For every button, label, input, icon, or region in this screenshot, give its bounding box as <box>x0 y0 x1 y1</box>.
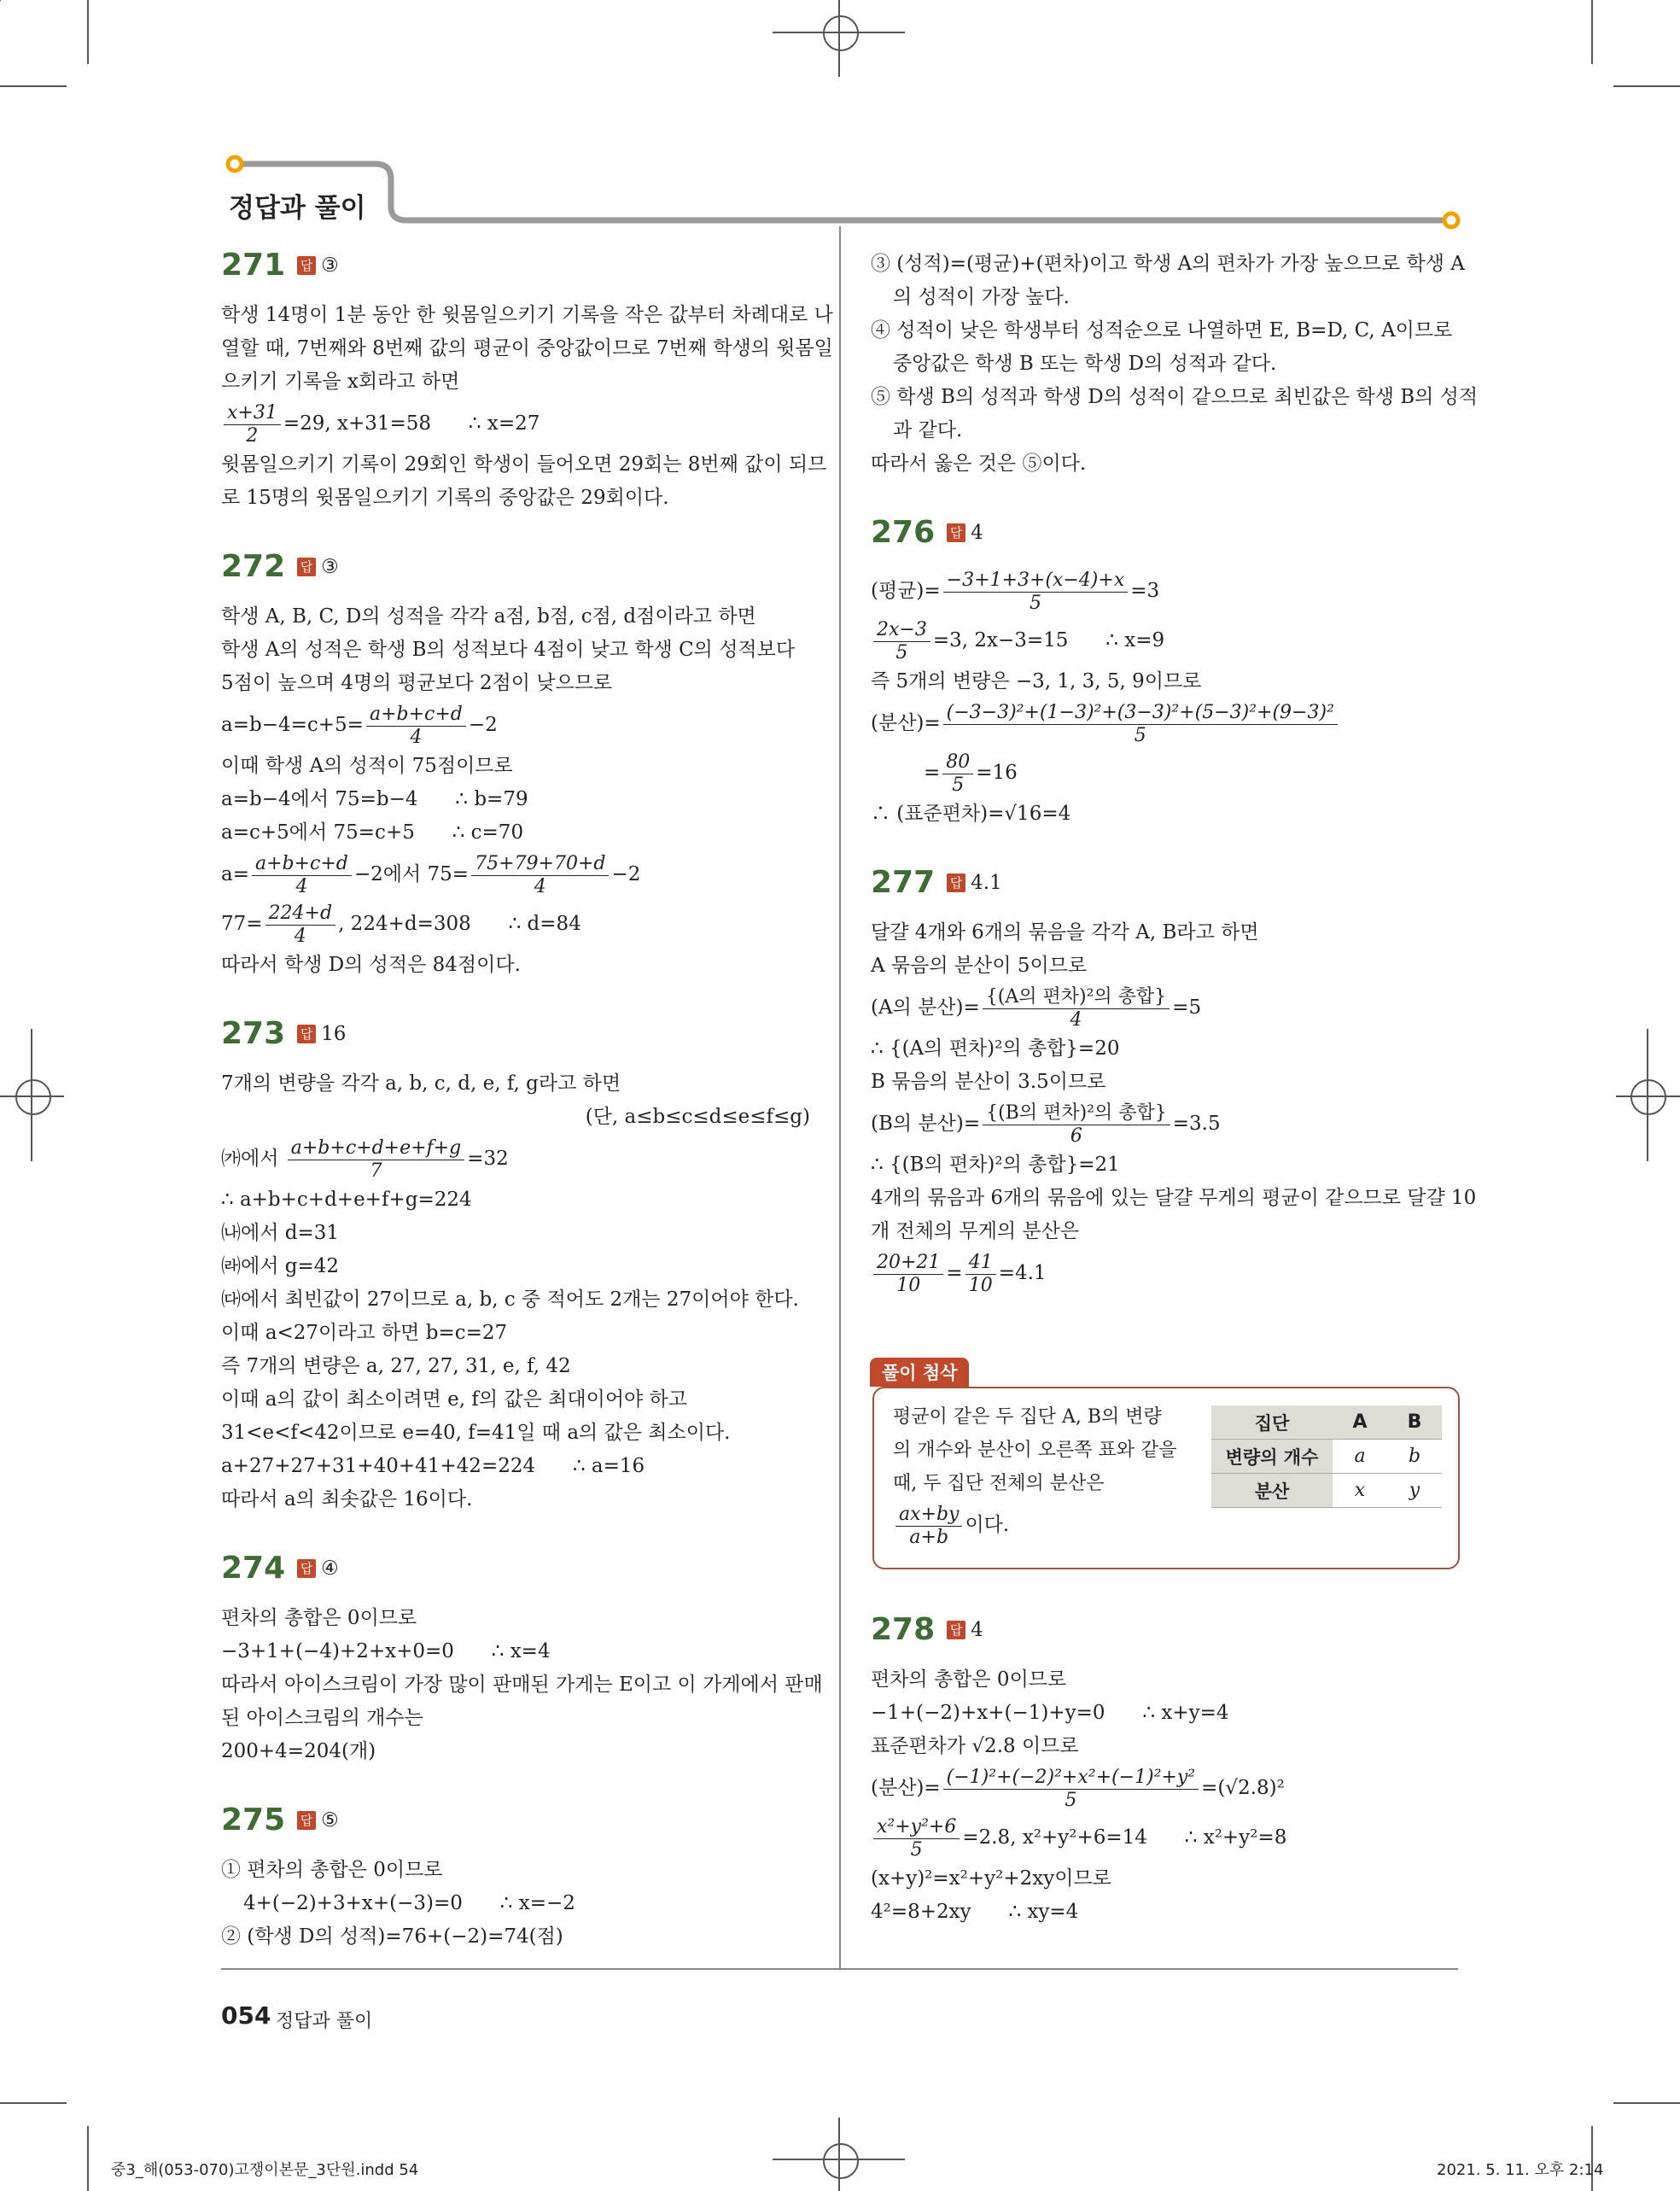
equation-text: (분산)= <box>871 1777 941 1799</box>
solution-line: 즉 7개의 변량은 a, 27, 27, 31, e, f, 42 <box>221 1355 571 1377</box>
solution-line: 의 성적이 가장 높다. <box>893 286 1070 308</box>
solution-line: a=b−4에서 75=b−4 ∴ b=79 <box>221 788 528 810</box>
answer-badge: 답 <box>297 558 316 576</box>
problem-header <box>221 1016 810 1067</box>
problem-271 <box>221 248 833 515</box>
fraction-numerator: 2x−3 <box>873 619 930 642</box>
fraction-denominator: a+b <box>909 1526 949 1548</box>
fraction-denominator: 5 <box>1029 592 1041 614</box>
table-header-cell: B <box>1387 1405 1442 1440</box>
solution-line: 7개의 변량을 각각 a, b, c, d, e, f, g라고 하면 <box>221 1072 621 1095</box>
fraction-numerator: a+b+c+d <box>366 704 466 727</box>
fraction-numerator: x²+y²+6 <box>873 1816 960 1839</box>
problem-header <box>221 1802 810 1854</box>
registration-mark <box>15 1079 51 1115</box>
fraction-denominator: 5 <box>895 641 908 663</box>
problem-number: 275 <box>221 1802 286 1838</box>
fraction <box>265 903 336 948</box>
equation-text: , 224+d=308 ∴ d=84 <box>338 913 581 935</box>
equation-text: −2 <box>468 714 498 736</box>
problem-number: 277 <box>871 865 936 900</box>
solution-line: A 묶음의 분산이 5이므로 <box>871 955 1088 977</box>
solution-line: 이때 학생 A의 성적이 75점이므로 <box>221 755 513 777</box>
solution-line: 편차의 총합은 0이므로 <box>221 1607 417 1629</box>
table-row <box>1211 1474 1442 1508</box>
tip-line: 평균이 같은 두 집단 A, B의 변량 <box>893 1406 1162 1428</box>
solution-line: 따라서 학생 D의 성적은 84점이다. <box>221 954 521 976</box>
fraction <box>943 702 1338 747</box>
equation-line <box>871 1099 1468 1148</box>
answer-value: ③ <box>321 254 339 277</box>
print-slug-file: 중3_해(053-070)고쟁이본문_3단원.indd 54 <box>111 2161 419 2179</box>
footer-rule <box>221 1968 1458 1970</box>
fraction <box>895 1504 962 1549</box>
solution-line: 학생 14명이 1분 동안 한 윗몸일으키기 기록을 작은 값부터 차례대로 나 <box>221 304 833 326</box>
fraction-denominator: 5 <box>1065 1789 1077 1811</box>
solution-line: 따라서 a의 최솟값은 16이다. <box>221 1488 473 1510</box>
answer-value: ⑤ <box>321 1809 339 1832</box>
equation-line <box>871 698 1468 748</box>
solution-line: 4+(−2)+3+x+(−3)=0 ∴ x=−2 <box>243 1892 575 1914</box>
solution-line: ① 편차의 총합은 0이므로 <box>221 1859 443 1881</box>
header-dot-left <box>228 157 242 171</box>
solution-line: 윗몸일으키기 기록이 29회인 학생이 들어오면 29회는 8번째 값이 되므 <box>221 453 827 476</box>
fraction <box>983 1102 1170 1148</box>
problem-number: 271 <box>221 248 286 283</box>
answer-badge: 답 <box>297 1025 316 1043</box>
answer-value: 4 <box>971 522 983 544</box>
equation-text: a=b−4=c+5= <box>221 714 364 736</box>
problem-number: 273 <box>221 1016 286 1051</box>
table-cell: a <box>1333 1440 1387 1474</box>
problem-275-continued <box>871 248 1479 481</box>
solution-line: 학생 A의 성적은 학생 B의 성적보다 4점이 낮고 학생 C의 성적보다 <box>221 639 796 661</box>
fraction-denominator: 5 <box>952 774 965 796</box>
solution-line: B 묶음의 분산이 3.5이므로 <box>871 1071 1106 1093</box>
table-row-label: 분산 <box>1211 1474 1333 1508</box>
problem-header <box>221 549 810 600</box>
problem-275 <box>221 1802 810 1954</box>
solution-line: ㈐에서 최빈값이 27이므로 a, b, c 중 적어도 2개는 27이어야 한다. <box>221 1288 799 1311</box>
equation-text: =3, 2x−3=15 ∴ x=9 <box>932 629 1165 651</box>
fraction-numerator: 80 <box>942 751 973 774</box>
crop-mark <box>87 2126 89 2191</box>
problem-number: 272 <box>221 549 286 584</box>
fraction-numerator: a+b+c+d <box>252 853 352 876</box>
solution-line: ∴ {(B의 편차)²의 총합}=21 <box>871 1154 1120 1176</box>
solution-line: 으키기 기록을 x회라고 하면 <box>221 371 460 393</box>
fraction-denominator: 2 <box>246 424 259 447</box>
problem-header <box>871 865 1468 916</box>
equation-text: (A의 분산)= <box>871 996 980 1019</box>
crop-mark <box>1613 2102 1680 2104</box>
problem-277 <box>871 865 1477 1298</box>
registration-mark <box>838 2118 840 2191</box>
equation-line <box>871 1813 1468 1862</box>
equation-line <box>871 566 1468 616</box>
equation-line <box>221 399 810 448</box>
equation-text: = <box>924 762 941 784</box>
tip-table <box>1211 1405 1442 1508</box>
equation-text: (평균)= <box>871 580 941 602</box>
fraction-numerator: a+b+c+d+e+f+g <box>288 1137 464 1160</box>
table-header-cell: A <box>1333 1405 1387 1440</box>
solution-line: 따라서 옳은 것은 ⑤이다. <box>871 453 1087 475</box>
equation-line <box>221 850 810 899</box>
fraction-denominator: 4 <box>294 925 306 947</box>
equation-text: −2 <box>611 863 641 885</box>
equation-text: =(√2.8)² <box>1201 1777 1285 1799</box>
print-slug-date: 2021. 5. 11. 오후 2:14 <box>1437 2161 1604 2179</box>
fraction-denominator: 7 <box>370 1160 382 1182</box>
fraction <box>942 751 973 797</box>
answer-value: 4 <box>971 1619 983 1641</box>
solution-line: 열할 때, 7번째와 8번째 값의 평균이 중앙값이므로 7번째 학생의 윗몸일 <box>221 337 833 359</box>
answer-value: ③ <box>321 556 339 578</box>
solution-line: ⑤ 학생 B의 성적과 학생 D의 성적이 같으므로 최빈값은 학생 B의 성적 <box>871 386 1479 408</box>
tip-label: 풀이 첨삭 <box>870 1358 969 1387</box>
answer-badge: 답 <box>947 873 965 892</box>
table-cell: b <box>1387 1440 1442 1474</box>
equation-line <box>871 748 1468 798</box>
problem-274 <box>221 1551 823 1768</box>
solution-line: 달걀 4개와 6개의 묶음을 각각 A, B라고 하면 <box>871 921 1259 944</box>
fraction-denominator: 4 <box>1070 1008 1082 1031</box>
solution-line: −1+(−2)+x+(−1)+y=0 ∴ x+y=4 <box>871 1702 1229 1724</box>
solution-line: ④ 성적이 낮은 학생부터 성적순으로 나열하면 E, B=D, C, A이므로 <box>871 319 1453 342</box>
fraction-numerator: ax+by <box>895 1504 962 1527</box>
equation-text: (B의 분산)= <box>871 1113 981 1135</box>
equation-text: =16 <box>976 762 1018 784</box>
equation-text: a= <box>221 863 249 885</box>
equation-line <box>871 1248 1468 1298</box>
solution-line: (단, a≤b≤c≤d≤e≤f≤g) <box>585 1106 810 1128</box>
column-divider <box>839 226 841 1968</box>
problem-278 <box>871 1612 1468 1929</box>
solution-line: 중앙값은 학생 B 또는 학생 D의 성적과 같다. <box>893 353 1277 375</box>
table-header-cell: 집단 <box>1211 1405 1333 1440</box>
solution-line: 로 15명의 윗몸일으키기 기록의 중앙값은 29회이다. <box>221 487 669 509</box>
registration-mark <box>1630 1079 1666 1115</box>
right-column <box>871 248 1479 1332</box>
header-dot-right <box>1444 213 1458 227</box>
tip-text <box>893 1400 1200 1550</box>
solution-line: 4개의 묶음과 6개의 묶음에 있는 달걀 무게의 평균이 같으므로 달걀 10 <box>871 1187 1477 1209</box>
answer-badge: 답 <box>297 256 316 275</box>
tip-box <box>872 1387 1460 1569</box>
equation-text: =5 <box>1172 996 1202 1019</box>
fraction-denominator: 4 <box>534 875 546 897</box>
solution-line: 5점이 높으며 4명의 평균보다 2점이 낮으므로 <box>221 672 613 694</box>
answer-badge: 답 <box>947 523 965 542</box>
tip-line: 때, 두 집단 전체의 분산은 <box>893 1473 1105 1494</box>
page-title: 정답과 풀이 <box>229 193 366 224</box>
registration-mark <box>823 2143 859 2179</box>
fraction-numerator: {(A의 편차)²의 총합} <box>983 986 1170 1009</box>
answer-value: 4.1 <box>971 872 1002 894</box>
solution-line: a=c+5에서 75=c+5 ∴ c=70 <box>221 821 524 844</box>
equation-line <box>871 1763 1468 1813</box>
equation-line <box>221 700 810 750</box>
fraction-numerator: x+31 <box>224 402 281 425</box>
solution-line: 이때 a<27이라고 하면 b=c=27 <box>221 1322 508 1344</box>
fraction <box>943 570 1129 615</box>
fraction <box>471 853 609 898</box>
equation-line <box>871 616 1468 665</box>
fraction-numerator: {(B의 편차)²의 총합} <box>983 1102 1170 1125</box>
equation-text: =29, x+31=58 ∴ x=27 <box>283 412 540 435</box>
fraction-denominator: 5 <box>910 1838 923 1861</box>
answer-badge: 답 <box>297 1559 316 1578</box>
problem-272 <box>221 549 810 982</box>
fraction-numerator: (−1)²+(−2)²+x²+(−1)²+y² <box>943 1767 1199 1790</box>
problem-273 <box>221 1016 810 1516</box>
fraction-denominator: 10 <box>896 1274 921 1296</box>
answer-value: 16 <box>321 1023 347 1045</box>
header-rule-line <box>235 164 1451 220</box>
problem-header <box>221 248 810 299</box>
equation-text: =2.8, x²+y²+6=14 ∴ x²+y²=8 <box>962 1826 1287 1849</box>
equation-text: =3.5 <box>1172 1113 1221 1135</box>
fraction <box>983 986 1170 1031</box>
fraction <box>288 1137 464 1183</box>
equation-text: 이다. <box>965 1514 1010 1536</box>
answer-badge: 답 <box>947 1621 965 1639</box>
problem-number: 278 <box>871 1612 936 1647</box>
equation-line <box>221 899 810 949</box>
answer-value: ④ <box>321 1557 339 1580</box>
equation-text: ㈎에서 <box>221 1148 285 1170</box>
fraction-denominator: 10 <box>968 1274 993 1296</box>
crop-mark <box>0 2102 67 2104</box>
fraction <box>873 619 930 664</box>
equation-text: =3 <box>1130 580 1160 602</box>
fraction <box>252 853 352 898</box>
answer-badge: 답 <box>297 1811 316 1830</box>
fraction-denominator: 4 <box>410 726 423 748</box>
solution-line: ② (학생 D의 성적)=76+(−2)=74(점) <box>221 1925 563 1948</box>
left-column <box>221 248 833 1988</box>
solution-line: 즉 5개의 변량은 −3, 1, 3, 5, 9이므로 <box>871 670 1202 692</box>
equation-text: =4.1 <box>998 1262 1047 1284</box>
fraction-numerator: (−3−3)²+(1−3)²+(3−3)²+(5−3)²+(9−3)² <box>943 702 1338 725</box>
solution-line: 표준편차가 √2.8 이므로 <box>871 1735 1079 1757</box>
fraction <box>224 402 281 447</box>
table-cell: y <box>1387 1474 1442 1508</box>
fraction <box>873 1816 960 1861</box>
problem-276 <box>871 515 1468 831</box>
equation-text: = <box>946 1262 963 1284</box>
equation-text: −2에서 75= <box>353 863 470 885</box>
problem-header <box>871 515 1468 566</box>
fraction-denominator: 5 <box>1134 724 1146 746</box>
fraction-denominator: 4 <box>295 875 308 897</box>
problem-number: 276 <box>871 515 936 550</box>
solution-line: 학생 A, B, C, D의 성적을 각각 a점, b점, c점, d점이라고 하면 <box>221 605 756 628</box>
solution-line: a+27+27+31+40+41+42=224 ∴ a=16 <box>221 1455 645 1477</box>
solution-line: 따라서 아이스크림이 가장 많이 판매된 가게는 E이고 이 가게에서 판매 <box>221 1674 823 1696</box>
fraction <box>366 704 466 749</box>
fraction-numerator: 224+d <box>265 903 336 926</box>
solution-line: 4²=8+2xy ∴ xy=4 <box>871 1901 1079 1923</box>
page-number: 054 <box>221 2001 271 2030</box>
fraction <box>965 1252 996 1297</box>
solution-line: ③ (성적)=(평균)+(편차)이고 학생 A의 편차가 가장 높으므로 학생 A <box>871 253 1465 275</box>
footer-label: 정답과 풀이 <box>276 2011 373 2032</box>
fraction <box>943 1767 1199 1812</box>
problem-header <box>221 1551 810 1602</box>
solution-line: (x+y)²=x²+y²+2xy이므로 <box>871 1867 1111 1890</box>
solution-line: ㈑에서 g=42 <box>221 1255 340 1277</box>
solution-line: 개 전체의 무게의 분산은 <box>871 1220 1080 1242</box>
problem-number: 274 <box>221 1551 286 1586</box>
registration-mark <box>31 1029 32 1161</box>
solution-line: 과 같다. <box>893 419 963 441</box>
equation-text: 77= <box>221 913 263 935</box>
solution-line: 31<e<f<42이므로 e=40, f=41일 때 a의 값은 최소이다. <box>221 1422 731 1444</box>
solution-line: ㈏에서 d=31 <box>221 1222 340 1244</box>
solution-line: 편차의 총합은 0이므로 <box>871 1668 1067 1691</box>
tip-line: 의 개수와 분산이 오른쪽 표와 같을 <box>893 1440 1177 1461</box>
solution-line: 200+4=204(개) <box>221 1740 376 1762</box>
solution-line: ∴ (표준편차)=√16=4 <box>871 803 1071 825</box>
equation-line <box>871 983 1468 1032</box>
equation-text: =32 <box>467 1148 509 1170</box>
table-row-label: 변량의 개수 <box>1211 1440 1333 1474</box>
fraction-numerator: 20+21 <box>873 1252 943 1275</box>
solution-line: ∴ {(A의 편차)²의 총합}=20 <box>871 1037 1120 1060</box>
problem-header <box>871 1612 1468 1663</box>
tip-formula <box>893 1500 1200 1550</box>
solution-line: ∴ a+b+c+d+e+f+g=224 <box>221 1189 472 1211</box>
equation-line <box>221 1134 810 1183</box>
registration-mark <box>1647 1029 1648 1161</box>
table-row <box>1211 1440 1442 1474</box>
table-row <box>1211 1405 1442 1440</box>
solution-line: 된 아이스크림의 개수는 <box>221 1707 423 1729</box>
solution-line: −3+1+(−4)+2+x+0=0 ∴ x=4 <box>221 1640 551 1662</box>
fraction <box>873 1252 943 1297</box>
fraction-numerator: 41 <box>965 1252 996 1275</box>
fraction-denominator: 6 <box>1070 1125 1082 1147</box>
fraction-numerator: 75+79+70+d <box>471 853 609 876</box>
table-cell: x <box>1333 1474 1387 1508</box>
fraction-numerator: −3+1+3+(x−4)+x <box>943 570 1129 593</box>
equation-text: (분산)= <box>871 712 941 734</box>
solution-line: 이때 a의 값이 최소이려면 e, f의 값은 최대이어야 하고 <box>221 1388 687 1411</box>
